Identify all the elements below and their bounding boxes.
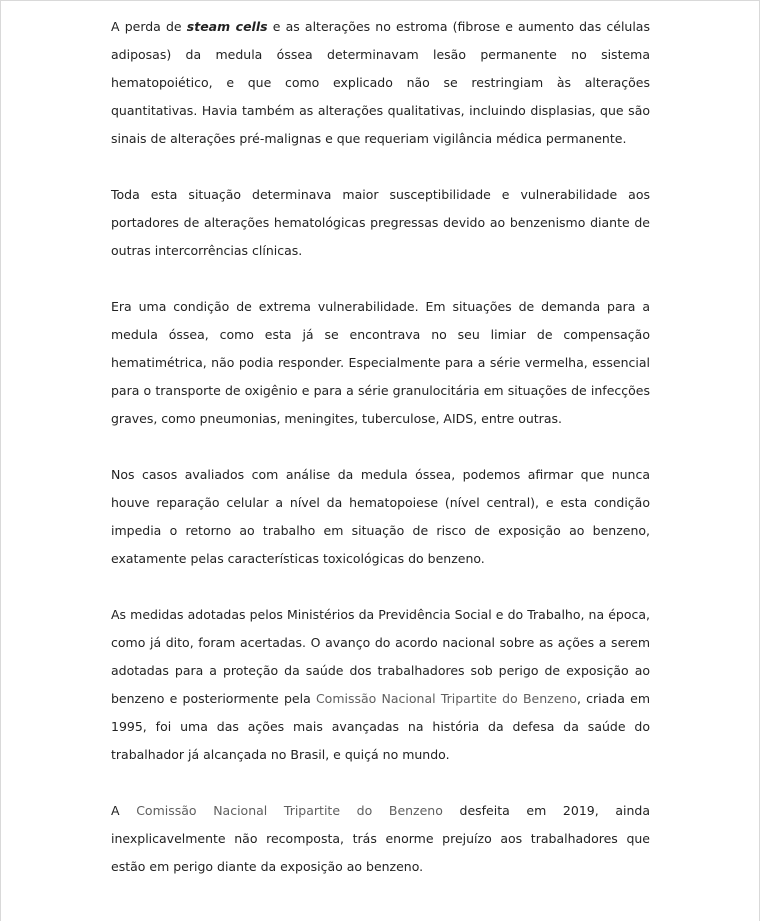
document-body	[111, 13, 650, 881]
emphasis-text: steam cells	[186, 19, 268, 34]
paragraph-2	[111, 181, 650, 265]
commission-link[interactable]: Comissão Nacional Tripartite do Benzeno	[136, 803, 443, 818]
paragraph-4	[111, 461, 650, 573]
paragraph-text: , criada em 1995, foi uma das ações mais avançadas na história da defesa da saúde do trabalhador já alcançada no Brasil, e quiçá no mundo.	[111, 691, 650, 762]
paragraph-text: As medidas adotadas pelos Ministérios da Previdência Social e do Trabalho, na época, como já dito, foram acertadas. O avanço do acordo nacional sobre as ações a serem adotadas para a proteção da saúde dos trabalhadores sob perigo de exposição ao benzeno e posteriormente pela	[111, 607, 650, 706]
paragraph-text: Era uma condição de extrema vulnerabilidade. Em situações de demanda para a medula óssea, como esta já se encontrava no seu limiar de compensação hematimétrica, não podia responder. Especialmente para a série vermelha, essencial para o transporte de oxigênio e para a série granulocitária em situações de infecções graves, como pneumonias, meningites, tuberculose, AIDS, entre outras.	[111, 299, 650, 426]
paragraph-3	[111, 293, 650, 433]
paragraph-1	[111, 13, 650, 153]
paragraph-6	[111, 797, 650, 881]
paragraph-text: A perda de	[111, 19, 187, 34]
commission-link[interactable]: Comissão Nacional Tripartite do Benzeno	[315, 691, 577, 706]
paragraph-text: Toda esta situação determinava maior susceptibilidade e vulnerabilidade aos portadores de alterações hematológicas pregressas devido ao benzenismo diante de outras intercorrências clínicas.	[111, 187, 650, 258]
paragraph-text: Nos casos avaliados com análise da medula óssea, podemos afirmar que nunca houve reparação celular a nível da hematopoiese (nível central), e esta condição impedia o retorno ao trabalho em situação de risco de exposição ao benzeno, exatamente pelas características toxicológicas do benzeno.	[111, 467, 650, 566]
paragraph-text: A	[111, 803, 137, 818]
paragraph-text: e as alterações no estroma (fibrose e aumento das células adiposas) da medula óssea determinavam lesão permanente no sistema hematopoiético, e que como explicado não se restringiam às alterações quantitativas. Havia também as alterações qualitativas, incluindo displasias, que são sinais de alterações pré-malignas e que requeriam vigilância médica permanente.	[111, 19, 650, 146]
paragraph-text: desfeita em 2019, ainda inexplicavelmente não recomposta, trás enorme prejuízo aos trabalhadores que estão em perigo diante da exposição ao benzeno.	[111, 803, 650, 874]
paragraph-5	[111, 601, 650, 769]
